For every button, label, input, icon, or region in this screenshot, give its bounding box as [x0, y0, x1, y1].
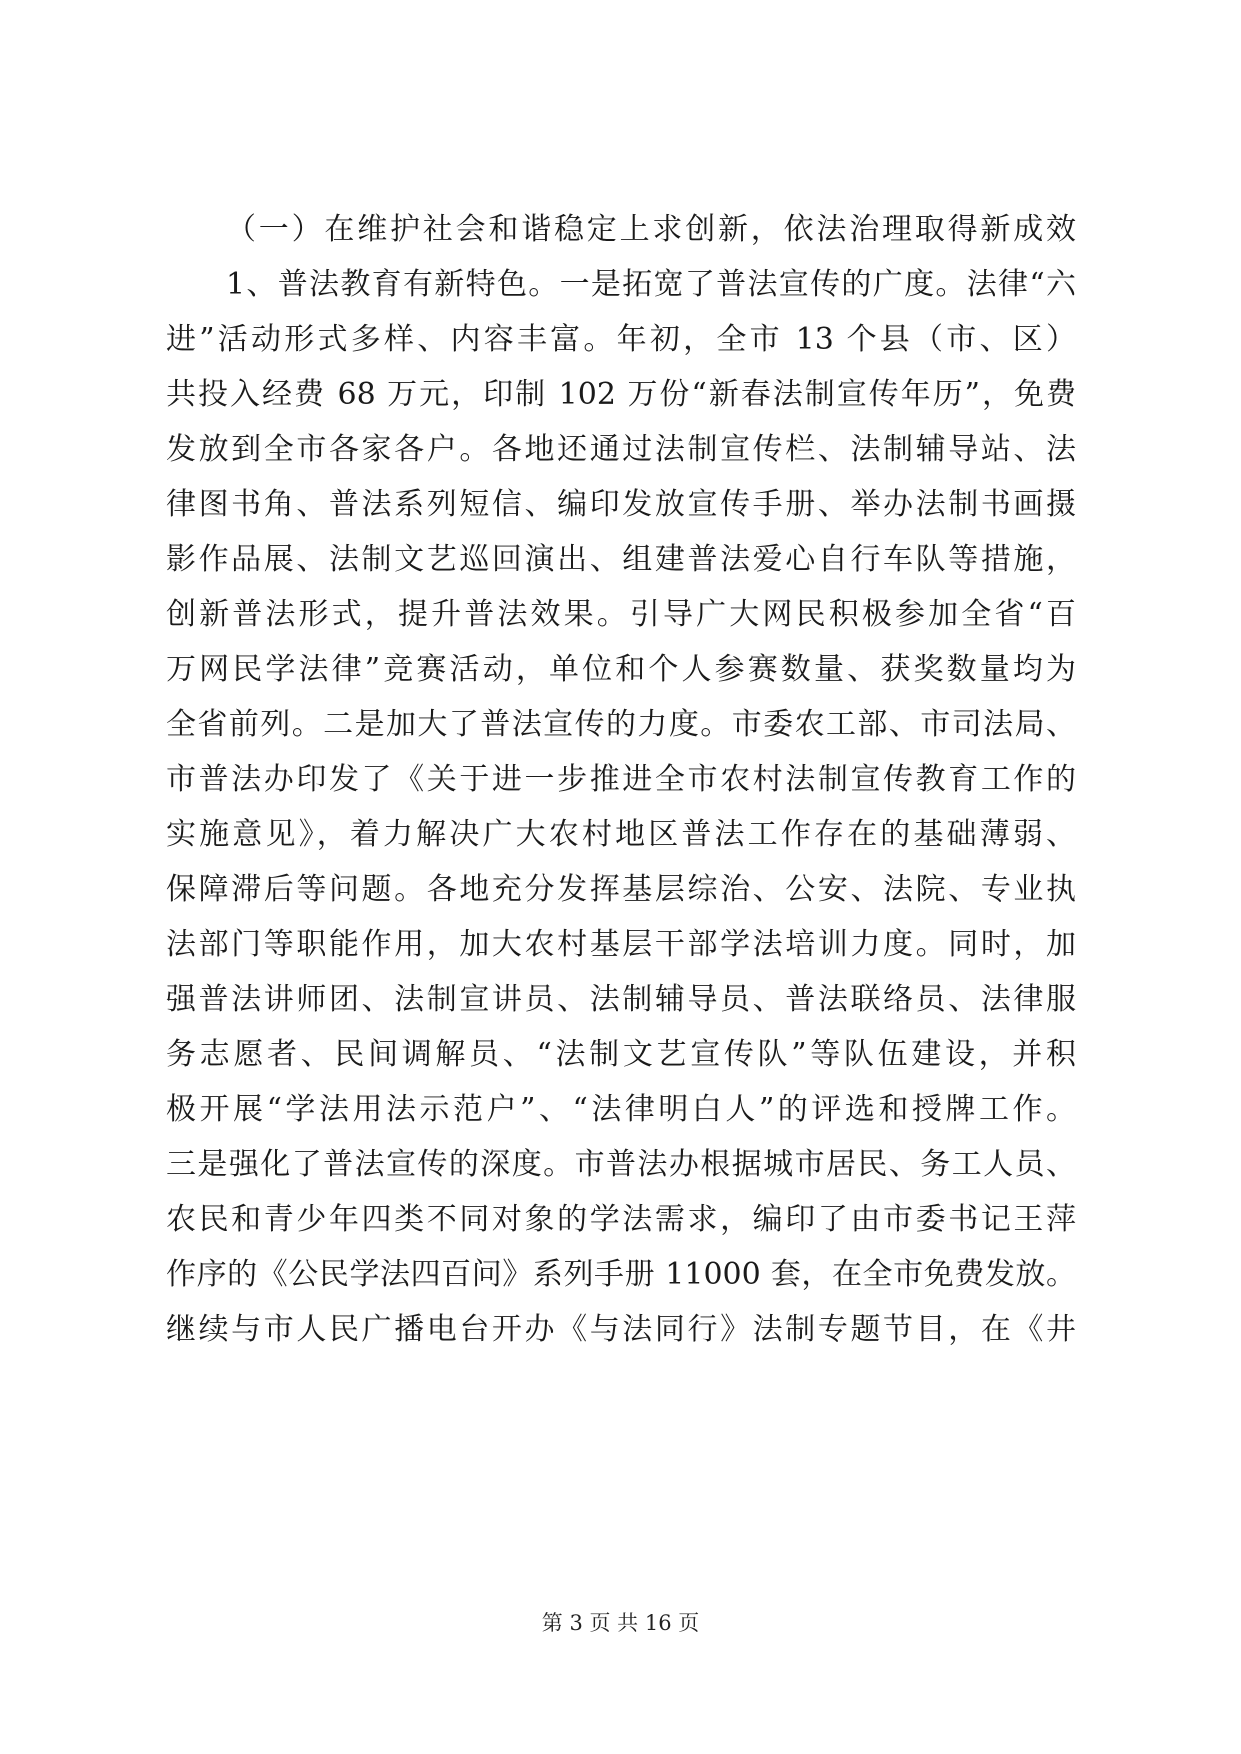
paragraph-line: 市普法办印发了《关于进一步推进全市农村法制宣传教育工作的	[166, 762, 1076, 797]
paragraph-line: 务志愿者、民间调解员、“法制文艺宣传队”等队伍建设，并积	[166, 1037, 1076, 1072]
paragraph-line: 实施意见》，着力解决广大农村地区普法工作存在的基础薄弱、	[166, 817, 1076, 852]
paragraph-line: 保障滞后等问题。各地充分发挥基层综治、公安、法院、专业执	[166, 872, 1076, 907]
paragraph-line: 强普法讲师团、法制宣讲员、法制辅导员、普法联络员、法律服	[166, 982, 1076, 1017]
paragraph-line: 进”活动形式多样、内容丰富。年初，全市 13 个县（市、区）	[166, 322, 1076, 357]
page-number-footer: 第 3 页 共 16 页	[541, 1611, 700, 1635]
paragraph-line: 继续与市人民广播电台开办《与法同行》法制专题节目，在《井	[166, 1312, 1076, 1347]
paragraph-line: 法部门等职能作用，加大农村基层干部学法培训力度。同时，加	[166, 927, 1076, 962]
body-text	[166, 202, 1076, 1357]
paragraph-line: 万网民学法律”竞赛活动，单位和个人参赛数量、获奖数量均为	[166, 652, 1076, 687]
paragraph-line: 影作品展、法制文艺巡回演出、组建普法爱心自行车队等措施，	[166, 542, 1076, 577]
paragraph-line: 农民和青少年四类不同对象的学法需求，编印了由市委书记王萍	[166, 1202, 1076, 1237]
paragraph-line: 作序的《公民学法四百问》系列手册 11000 套，在全市免费发放。	[166, 1257, 1076, 1292]
paragraph-line: 1、普法教育有新特色。一是拓宽了普法宣传的广度。法律“六	[226, 267, 1076, 302]
section-heading: （一）在维护社会和谐稳定上求创新，依法治理取得新成效	[226, 212, 1076, 247]
paragraph-line: 创新普法形式，提升普法效果。引导广大网民积极参加全省“百	[166, 597, 1076, 632]
paragraph-line: 共投入经费 68 万元，印制 102 万份“新春法制宣传年历”，免费	[166, 377, 1076, 412]
paragraph-line: 发放到全市各家各户。各地还通过法制宣传栏、法制辅导站、法	[166, 432, 1076, 467]
paragraph-line: 律图书角、普法系列短信、编印发放宣传手册、举办法制书画摄	[166, 487, 1076, 522]
paragraph-line: 极开展“学法用法示范户”、“法律明白人”的评选和授牌工作。	[166, 1092, 1076, 1127]
paragraph-line: 三是强化了普法宣传的深度。市普法办根据城市居民、务工人员、	[166, 1147, 1076, 1182]
paragraph-line: 全省前列。二是加大了普法宣传的力度。市委农工部、市司法局、	[166, 707, 1076, 742]
